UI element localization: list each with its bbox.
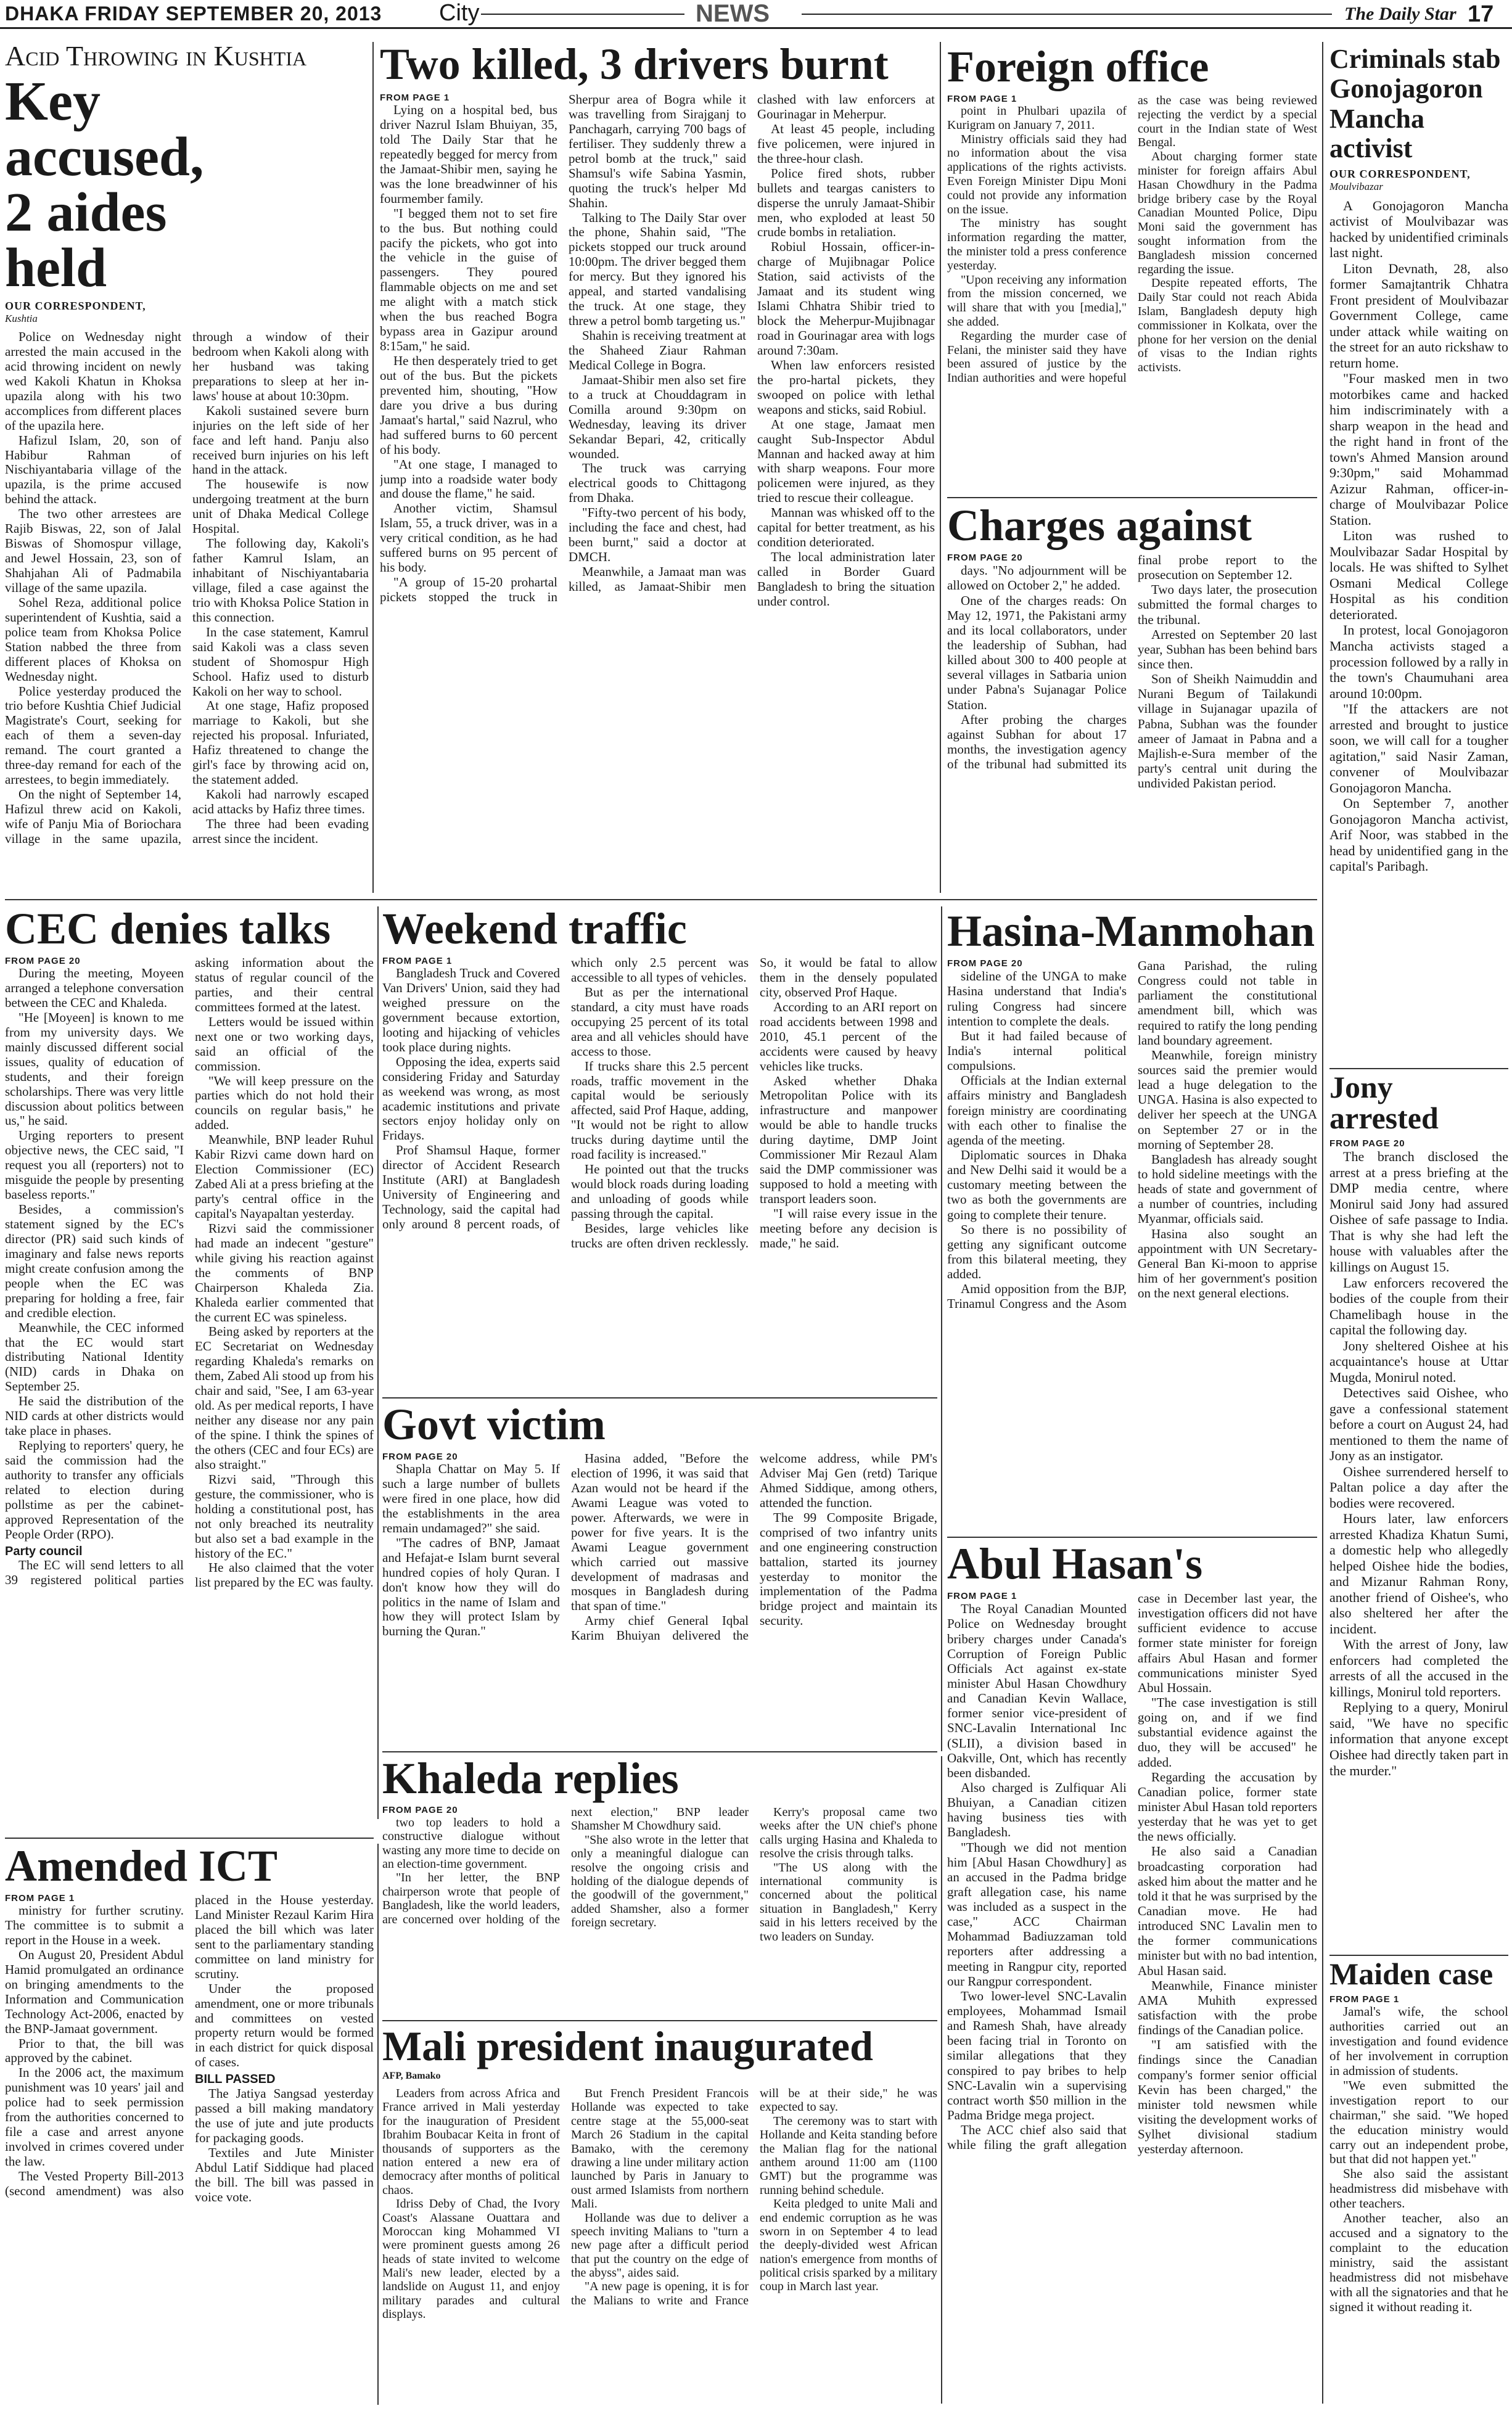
story-headline: Jony arrested: [1329, 1072, 1439, 1135]
story-body: [380, 92, 935, 609]
story-paragraph: But French President Francois Hollande was expected to take centre stage at the 55,000-seat March 26 Stadium in the capital Bamako, with the ceremony drawing a line under military action launched by Paris in January to oust armed Islamists from northern Mali.: [571, 2087, 749, 2211]
story-paragraph: Robiul Hossain, officer-in-charge of Mujibnagar Police Station, said activists of the Jamaat and its student wing Islami Chhatra Shibir tried to block the Meherpur-Mujibnagar road in Gourinagar area with logs around 7:30am.: [757, 239, 935, 358]
story-maiden-case: [1329, 1958, 1508, 2407]
story-paragraph: The Vested Property Bill-2013 (second amendment) was also placed in the House yesterday. Land Minister Rezaul Karim Hira placed the bill which was later sent to the parliamentary standing committee on land ministry for scrutiny.: [5, 1892, 374, 2198]
story-paragraph: Replying to reporters' query, he said the commission had the authority to transfer any officials related to election during pollstime as per the cabinet-approved Representation of the People Order (RPO).: [5, 1438, 184, 1542]
story-paragraph: "In her letter, the BNP chairperson wrote that people of Bangladesh, like the world leaders, are concerned over holding of the next election," BNP leader Shamsher M Chowdhury said.: [382, 1805, 749, 1926]
story-paragraph: Asked whether Dhaka Metropolitan Police with its infrastructure and manpower would be able to handle trucks during daytime, DMP Joint Commissioner Mir Rezaul Alam said the DMP commissioner was supposed to hold a meeting with transport leaders soon.: [760, 1073, 937, 1206]
story-body: [947, 1591, 1317, 2156]
story-paragraph: "We even submitted the investigation report to our chairman," she said. "We hoped the education ministry would carry out an independent probe, but that did not happen yet.": [1329, 2077, 1508, 2167]
story-weekend-traffic: [382, 906, 937, 1394]
story-paragraph: On the night of September 14, Hafizul threw acid on Kakoli, wife of Panju Mia of Boriochara village in the same upazila, through a window of their bedroom when Kakoli along with her husband was taking preparations to sleep at her in-laws' house at about 10:30pm.: [5, 329, 369, 846]
story-paragraph: But as per the international standard, a city must have roads occupying 25 percent of its total area and all vehicles should have access to those.: [571, 984, 749, 1059]
section-rule: [382, 1397, 937, 1399]
story-paragraph: Prior to that, the bill was approved by the cabinet.: [5, 2035, 184, 2066]
column-rule: [941, 1756, 942, 2404]
story-headline: Weekend traffic: [382, 906, 687, 953]
story-paragraph: Hasina added, "Before the election of 1996, it was said that Azan would not be heard if the Awami League was voted to power. Afterwards, we were in power for five years. It is the Awami League government which carried out massive development of madrasas and mosques in Bangladesh during that span of time.": [571, 1451, 749, 1614]
story-headline: Two killed, 3 drivers burnt: [380, 42, 889, 89]
story-paragraph: Arrested on September 20 last year, Subhan has been behind bars since then.: [1138, 626, 1317, 672]
story-paragraph: So there is no possibility of getting any significant outcome from this bilateral meeting, they added.: [947, 1222, 1127, 1282]
story-mali-president: [382, 2025, 937, 2407]
story-paragraph: Shapla Chattar on May 5. If such a large number of bullets were fired in one place, how did the establishments in the area remain undamaged?" she said.: [382, 1461, 560, 1535]
story-paragraph: Army chief General Iqbal Karim Bhuiyan delivered the welcome address, while PM's Adviser Maj Gen (retd) Tarique Ahmed Siddique, among others, attended the function.: [571, 1451, 937, 1643]
story-paragraph: "Upon receiving any information from the mission concerned, we will share that with you [media]," she added.: [947, 273, 1127, 329]
story-paragraph: The Royal Canadian Mounted Police on Wednesday brought bribery charges under Canada's Corruption of Foreign Public Officials Act against ex-state minister Abul Hasan Chowdhury and Canadian Kevin Wallace, former senior vice-president of SNC-Lavalin International Inc (SLII), a division based in Oakville, Ont, which has recently been disbanded.: [947, 1601, 1127, 1780]
story-headline: Maiden case: [1329, 1958, 1494, 1991]
story-paragraph: Letters would be issued within next one or two working days, said an official of the commission.: [195, 1014, 374, 1074]
story-govt-victim: [382, 1402, 937, 1748]
story-paragraph: Liton was rushed to Moulvibazar Sadar Hospital by locals. He was shifted to Sylhet Osmani Medical College Hospital as his condition deteriorated.: [1329, 528, 1508, 622]
story-paragraph: "Four masked men in two motorbikes came and hacked him indiscriminately with a sharp weapon in the head and the right hand in front of the town's Ahmed Mansion around 9:30pm," said Mohammad Azizur Rahman, officer-in-charge of Moulvibazar Police Station.: [1329, 371, 1508, 528]
story-headline: Charges against: [947, 503, 1252, 550]
section-rule: [1329, 1955, 1508, 1956]
story-paragraph: "I am satisfied with the findings since the Canadian company's former senior official Kevin has been charged," the minister told newsmen while visiting the development works of Sylhet divisional stadium yesterday afternoon.: [1138, 2037, 1317, 2157]
story-paragraph: Meanwhile, Finance minister AMA Muhith expressed satisfaction with the probe findings of the Canadian police.: [1138, 1978, 1317, 2038]
section-rule: [382, 1751, 937, 1752]
story-paragraph: Being asked by reporters at the EC Secretariat on Wednesday regarding Khaleda's remarks on them, Zabed Ali stood up from his chair and said, "See, I am 63-year old. As per medical reports, I have neither any disease nor any pain of the spine. I think the spines of the others (CEC and four ECs) are also straight.": [195, 1324, 374, 1472]
story-paragraph: Bangladesh Truck and Covered Van Drivers' Union, said they had weighed pressure on the government because extortion, looting and hijacking of vehicles took place during nights.: [382, 966, 560, 1054]
story-paragraph: Meanwhile, a Jamaat man was killed, as Jamaat-Shibir men clashed with law enforcers at Gourinagar in Meherpur.: [569, 92, 935, 594]
story-paragraph: Besides, a commission's statement signed by the EC's director (PR) said such kinds of imaginary and false news reports might create confusion among the people when the EC was preparing for holding a free, fair and credible election.: [5, 1202, 184, 1320]
story-paragraph: sideline of the UNGA to make Hasina understand that India's ruling Congress had sincere intention to complete the deals.: [947, 969, 1127, 1029]
column-rule: [372, 42, 374, 893]
continuation-label: FROM PAGE 20: [5, 956, 81, 966]
story-paragraph: During the meeting, Moyeen arranged a telephone conversation between the CEC and Khaleda.: [5, 966, 184, 1010]
story-body: [382, 1805, 937, 1944]
story-headline: CEC denies talks: [5, 906, 331, 953]
continuation-label: FROM PAGE 1: [947, 1591, 1017, 1601]
story-byline: AFP, Bamako: [382, 2071, 441, 2081]
story-paragraph: Textiles and Jute Minister Abdul Latif Siddique had placed the bill. The bill was passed in voice vote.: [195, 2145, 374, 2204]
column-rule: [941, 906, 942, 1751]
story-paragraph: Lying on a hospital bed, bus driver Nazrul Islam Bhuiyan, 35, told The Daily Star that he repeatedly begged for mercy from the Jamaat-Shibir men, saying he was the lone breadwinner of his fourmember family.: [380, 102, 557, 206]
story-paragraph: Hollande was due to deliver a speech inviting Malians to "turn a new page after a difficult period that put the country on the edge of the abyss", aides said.: [571, 2211, 749, 2280]
story-paragraph: Meanwhile, BNP leader Ruhul Kabir Rizvi came down hard on Election Commissioner (EC) Zabed Ali at a press briefing at the party's central office in the capital's Nayapaltan yesterday.: [195, 1132, 374, 1221]
column-rule: [940, 42, 941, 893]
story-paragraph: Meanwhile, foreign ministry sources said the premier would lead a huge delegation to the UNGA. Hasina is also expected to deliver her speech at the UNGA on September 27 or in the morning of September 28.: [1138, 1047, 1317, 1152]
story-kicker: Acid Throwing in Kushtia: [5, 42, 307, 72]
story-hasina-manmohan: [947, 909, 1317, 1532]
story-paragraph: Jony sheltered Oishee at his acquaintance's house at Uttar Mugda, Monirul noted.: [1329, 1337, 1508, 1385]
story-body: [5, 1893, 374, 2205]
story-paragraph: The EC will send letters to all 39 registered political parties asking information about the status of regular council of the parties, and their central committees formed at the latest.: [5, 955, 374, 1588]
story-headline: Mali president inaugurated: [382, 2025, 873, 2069]
story-paragraph: She also said the assistant headmistress did misbehave with other teachers.: [1329, 2166, 1508, 2211]
story-paragraph: Keita pledged to unite Mali and end endemic corruption as he was sworn in on September 4 to lead the deeply-divided west African nation's emergence from months of political crisis sparked by a military coup in March last year.: [760, 2197, 937, 2294]
story-paragraph: Sohel Reza, additional police superintendent of Kushtia, said a police team from Khoksa Police Station nabbed the three from different places of Khoksa on Wednesday night.: [5, 594, 181, 684]
story-khaleda-replies: [382, 1756, 937, 2015]
story-headline: Criminals stab Gonojagoron Mancha activist: [1329, 44, 1501, 164]
story-paragraph: days. "No adjournment will be allowed on October 2," he added.: [947, 563, 1127, 593]
story-body: [382, 956, 937, 1251]
story-paragraph: Hours later, law enforcers arrested Khadiza Khatun Sumi, a domestic help who allegedly helped Oishee hide the bodies, and Mizanur Rahman Rony, another friend of Oishee's, who also sheltered her after the incident.: [1329, 1511, 1508, 1637]
page-number: 17: [1468, 1, 1494, 27]
story-source: Kushtia: [5, 313, 38, 324]
story-paragraph: "The case investigation is still going on, and if we find substantial evidence against the duo, they will be accused" he added.: [1138, 1694, 1317, 1770]
story-paragraph: Idriss Deby of Chad, the Ivory Coast's Alassane Ouattara and Moroccan king Mohammed VI were prominent guests among 26 heads of state invited to welcome Mali's new leader, elected by a landslide on August 11, and enjoy military parades and cultural displays.: [382, 2197, 560, 2322]
story-paragraph: "I begged them not to set fire to the bus. But nothing could pacify the pickets, who got into the vehicle in the guise of passengers. They poured flammable objects on me and set me alight with a match stick when the bus reached Bogra bypass area in Gazipur around 8:15am," he said.: [380, 205, 557, 354]
story-paragraph: Prof Shamsul Haque, former director of Accident Research Institute (ARI) at Bangladesh University of Engineering and Technology, said the capital had only around 8 percent roads, of which only 2.5 percent was accessible to all types of vehicles.: [382, 955, 749, 1232]
story-paragraph: Law enforcers recovered the bodies of the couple from their Chamelibagh house in the capital the following day.: [1329, 1275, 1508, 1338]
story-byline: OUR CORRESPONDENT,: [5, 300, 146, 312]
story-paragraph: "I will raise every issue in the meeting before any decision is made," he said.: [760, 1206, 937, 1251]
story-paragraph: Rizvi said the commissioner had made an indecent "gesture" while giving his reaction against the comments of BNP Chairperson Khaleda Zia. Khaleda earlier commented that the current EC was spineless.: [195, 1220, 374, 1325]
story-subhead: Party council: [5, 1544, 83, 1558]
story-paragraph: Police yesterday produced the trio before Kushtia Chief Judicial Magistrate's Court, seeking for each of them a seven-day remand. The court granted a three-day remand for each of the arrestees, to begin immediately.: [5, 683, 181, 787]
story-paragraph: After probing the charges against Subhan for about 17 months, the investigation agency of the tribunal had submitted its final probe report to the prosecution on September 12.: [947, 552, 1317, 772]
story-paragraph: "A group of 15-20 prohartal pickets stopped the truck in Sherpur area of Bogra while it was travelling from Sirajganj to Panchagarh, carrying 700 bags of fertiliser. They suddenly threw a petrol bomb at the truck," said Shamsul's wife Sabina Yasmin, quoting the truck's helper Md Shahin.: [380, 92, 746, 605]
story-paragraph: Urging reporters to present objective news, the CEC said, "I request you all (reporters) not to misguide the people by presenting baseless reports.": [5, 1128, 184, 1202]
story-paragraph: When law enforcers resisted the pro-hartal pickets, they swooped on police with lethal weapons and sticks, said Robiul.: [757, 357, 935, 417]
story-body: [1329, 1994, 1508, 2315]
story-paragraph: "If the attackers are not arrested and brought to justice soon, we will call for a tougher agitation," said Nasir Zaman, convener of Moulvibazar Gonojagoron Mancha.: [1329, 701, 1508, 795]
continuation-label: FROM PAGE 1: [1329, 1994, 1400, 2005]
story-paragraph: Replying to a query, Monirul said, "We have no specific information that anyone except Oishee had directly taken part in the murder.": [1329, 1699, 1508, 1778]
story-paragraph: At least 45 people, including five policemen, were injured in the three-hour clash.: [757, 121, 935, 166]
story-paragraph: Bangladesh has already sought to hold sideline meetings with the heads of state and government of a number of countries, including Myanmar, officials said.: [1138, 1151, 1317, 1226]
story-charges-against: [947, 503, 1317, 898]
category-label: NEWS: [696, 0, 770, 27]
story-paragraph: point in Phulbari upazila of Kurigram on January 7, 2011.: [947, 104, 1127, 132]
story-paragraph: The ceremony was to start with Hollande and Keita standing before the Malian flag for the national anthem around 11:00 am (1100 GMT) but the programme was running behind schedule.: [760, 2114, 937, 2197]
story-headline: Govt victim: [382, 1402, 606, 1449]
story-paragraph: Two lower-level SNC-Lavalin employees, Mohammad Ismail and Ramesh Shah, have already been facing trial in Toronto on similar allegations that they conspired to pay bribes to help SNC-Lavalin win a supervising contract worth $50 million in the Padma Bridge mega project.: [947, 1988, 1127, 2123]
section-rule: [947, 1537, 1317, 1538]
story-paragraph: Police on Wednesday night arrested the main accused in the acid throwing incident on newly wed Kakoli Khatun in Khoksa upazila along with his two accomplices from different places of the upazila here.: [5, 329, 181, 433]
story-paragraph: But it had failed because of India's internal political compulsions.: [947, 1028, 1127, 1074]
story-paragraph: Jamaat-Shibir men also set fire to a truck at Chouddagram in Comilla around 9:30pm on Wednesday, leaving its driver Sekandar Bepari, 42, critically wounded.: [569, 372, 746, 461]
story-headline: Khaleda replies: [382, 1756, 679, 1803]
story-paragraph: Despite repeated efforts, The Daily Star could not reach Abida Islam, Bangladesh deputy high commissioner in Kolkata, over the phone for her version on the denial of visas to the Indian rights activists.: [1138, 276, 1317, 375]
story-paragraph: Liton Devnath, 28, also former Samajtantrik Chhatra Front president of Moulvibazar Government College, came under attack while waiting on the street for an auto rickshaw to return home.: [1329, 260, 1508, 371]
story-paragraph: "She also wrote in the letter that only a meaningful dialogue can resolve the ongoing crisis and holding of the dialogue depends of the goodwill of the government," added Shamsher, also a former foreign secretary.: [571, 1833, 749, 1930]
story-byline: OUR CORRESPONDENT,: [1329, 167, 1471, 180]
continuation-label: FROM PAGE 20: [947, 958, 1023, 969]
story-paragraph: Meanwhile, the CEC informed that the EC would start distributing National Identity (NID) cards in Dhaka on September 25.: [5, 1320, 184, 1394]
story-paragraph: Besides, large vehicles like trucks are often driven recklessly. So, it would be fatal to allow them in the densely populated city, observed Prof Haque.: [571, 955, 937, 1251]
continuation-label: FROM PAGE 1: [947, 94, 1017, 104]
story-paragraph: Detectives said Oishee, who gave a confessional statement before a court on August 24, had mentioned to them the name of Jony as an instigator.: [1329, 1385, 1508, 1464]
story-acid-throwing: [5, 42, 369, 893]
story-paragraph: Leaders from across Africa and France arrived in Mali yesterday for the inauguration of President Ibrahim Boubacar Keita in front of thousands of supporters as the nation entered a new era of democracy after months of political chaos.: [382, 2087, 560, 2197]
story-paragraph: Under the proposed amendment, one or more tribunals and committees on vested property return would be formed in each district for quick disposal of cases.: [195, 1981, 374, 2070]
story-paragraph: Oishee surrendered herself to Paltan police a day after the bodies were recovered.: [1329, 1463, 1508, 1511]
continuation-label: FROM PAGE 1: [380, 92, 450, 103]
story-headline: Hasina-Manmohan: [947, 909, 1315, 956]
story-body: [1329, 198, 1508, 874]
story-paragraph: The truck was carrying electrical goods to Chittagong from Dhaka.: [569, 461, 746, 506]
story-paragraph: Kakoli had narrowly escaped acid attacks by Hafiz three times.: [192, 787, 369, 816]
story-paragraph: The following day, Kakoli's father Kamrul Islam, an inhabitant of Nischiyantabaria village, filed a case against the trio with Khoksa Police Station in this connection.: [192, 536, 369, 625]
story-two-killed: [380, 42, 935, 893]
story-paragraph: Regarding the murder case of Felani, the minister said they have been assured of justice by the Indian authorities and were hopeful as the case was being reviewed rejecting the verdict by a special court in the Indian state of West Bengal.: [947, 94, 1317, 385]
story-paragraph: "Though we did not mention him [Abul Hasan Chowdhury] as an accused in the Padma bridge graft allegation case, his name was included as a suspect in the case," ACC Chairman Mohammad Badiuzzaman told reporters after addressing a meeting in Rangpur city, reported our Rangpur correspondent.: [947, 1839, 1127, 1989]
column-rule: [377, 906, 379, 1819]
story-paragraph: If trucks share this 2.5 percent roads, traffic movement in the capital would be seriously affected, said Prof Haque, adding, "It would not be right to allow trucks during daytime until the road facility is increased.": [571, 1058, 749, 1162]
story-paragraph: Shahin is receiving treatment at the Shaheed Ziaur Rahman Medical College in Bogra.: [569, 328, 746, 372]
story-headline: Amended ICT: [5, 1844, 278, 1891]
story-subhead: BILL PASSED: [195, 2072, 276, 2087]
story-paragraph: In the 2006 act, the maximum punishment was 10 years' jail and police had to seek permission from the authorities concerned to file a case and arrest anyone involved in crimes covered under the law.: [5, 2065, 184, 2169]
story-body: [947, 94, 1317, 385]
story-paragraph: Amid opposition from the BJP, Trinamul Congress and the Asom Gana Parishad, the ruling Congress could not table in parliament the constitutional amendment bill, which was required to ratify the long pending land boundary agreement.: [947, 958, 1317, 1312]
story-paragraph: "Fifty-two percent of his body, including the face and chest, had been burnt," said a doctor at DMCH.: [569, 505, 746, 565]
story-paragraph: One of the charges reads: On May 12, 1971, the Pakistani army and its local collaborators, under the leadership of Subhan, had killed about 300 to 400 people at several villages in Satbaria union under Pabna's Sujanagar Police Station.: [947, 593, 1127, 712]
story-body: [947, 552, 1317, 791]
story-headline: Foreign office: [947, 44, 1209, 91]
story-paragraph: Kerry's proposal came two weeks after the UN chief's phone calls urging Hasina and Khaleda to resolve the crisis through talks.: [760, 1805, 937, 1861]
story-paragraph: Another victim, Shamsul Islam, 55, a truck driver, was in a very critical condition, as he had suffered burns on 95 percent of his body.: [380, 501, 557, 575]
story-paragraph: "At one stage, I managed to jump into a roadside water body and douse the flame," he said.: [380, 456, 557, 501]
story-paragraph: The housewife is now undergoing treatment at the burn unit of Dhaka Medical College Hospital.: [192, 477, 369, 536]
story-paragraph: Mannan was whisked off to the capital for better treatment, as his condition deteriorated.: [757, 505, 935, 550]
story-paragraph: Two days later, the prosecution submitted the formal charges to the tribunal.: [1138, 582, 1317, 627]
story-paragraph: ministry for further scrutiny. The committee is to submit a report in the House in a week.: [5, 1903, 184, 1947]
story-paragraph: "A new page is opening, it is for the Malians to write and France will be at their side," he was expected to say.: [571, 2087, 937, 2307]
section-rule: [382, 2020, 937, 2021]
story-paragraph: Hasina also sought an appointment with UN Secretary-General Ban Ki-moon to apprise him of her government's position on the next general elections.: [1138, 1226, 1317, 1301]
story-paragraph: He then desperately tried to get out of the bus. But the pickets prevented him, shouting, "How dare you drive a bus during Jamaat's hartal," said Nazrul, who had suffered burns to 60 percent of his body.: [380, 353, 557, 457]
story-paragraph: The ACC chief also said that while filing the graft allegation case in December last year, the investigation officers did not have sufficient evidence to accuse former state minister for foreign affairs Abul Hasan and former communications minister Syed Abul Hossain.: [947, 1591, 1317, 2153]
continuation-label: FROM PAGE 20: [382, 1452, 458, 1462]
column-rule: [377, 1844, 379, 2405]
story-paragraph: Also charged is Zulfiquar Ali Bhuiyan, a Canadian citizen having business ties with Bangladesh.: [947, 1780, 1127, 1840]
section-rule: [1329, 1068, 1508, 1069]
continuation-label: FROM PAGE 20: [382, 1805, 458, 1815]
story-paragraph: The branch disclosed the arrest at a press briefing at the DMP media centre, where Monirul said Jony had assured Oishee of safe passage to India. That is why she had left the house with valuables after the killings on August 15.: [1329, 1149, 1508, 1275]
story-headline: Key accused, 2 aides held: [5, 71, 204, 298]
story-paragraph: Opposing the idea, experts said considering Friday and Saturday as weekend was wrong, as most academic institutions and private sectors enjoy holiday only on Fridays.: [382, 1054, 560, 1143]
story-paragraph: Diplomatic sources in Dhaka and New Delhi said it would be a customary meeting between the two as both the governments are going to complete their tenure.: [947, 1147, 1127, 1222]
story-jony-arrested: [1329, 1072, 1508, 1953]
section-rule: [5, 899, 1317, 900]
story-paragraph: Officials at the Indian external affairs ministry and Bangladesh foreign ministry are coordinating with each other to finalise the agenda of the meeting.: [947, 1073, 1127, 1148]
story-paragraph: The three had been evading arrest since the incident.: [192, 816, 369, 846]
story-paragraph: Talking to The Daily Star over the phone, Shahin said, "The pickets stopped our truck around 10:00pm. The driver begged them for mercy. But they ignored his appeal, and started vandalising the truck. At one stage, they threw a petrol bomb targeting us.": [569, 210, 746, 329]
story-paragraph: Another teacher, also an accused and a signatory to the complaint to the education ministry, said the assistant headmistress did not misbehave with all the signatories and that he signed it without reading it.: [1329, 2211, 1508, 2314]
story-abul-hasan: [947, 1542, 1317, 2405]
section-rule: [5, 1838, 374, 1839]
story-paragraph: He said the distribution of the NID cards at other districts would take place in phases.: [5, 1394, 184, 1439]
story-paragraph: With the arrest of Jony, law enforcers had completed the arrests of all the accused in the killings, Monirul told reporters.: [1329, 1637, 1508, 1699]
story-paragraph: Jamal's wife, the school authorities carried out an investigation and found evidence of her involvement in corruption in admission of students.: [1329, 2004, 1508, 2078]
page-header: [0, 0, 1512, 29]
story-paragraph: The two other arrestees are Rajib Biswas, 22, son of Jalal Biswas of Shomospur village, and Jewel Hossain, 23, son of Shahjahan Ali of Padmabila village of the same upazila.: [5, 506, 181, 595]
header-rule: [802, 14, 1332, 15]
story-paragraph: A Gonojagoron Mancha activist of Moulvibazar was hacked by unidentified criminals last night.: [1329, 197, 1508, 261]
story-cec-denies-talks: [5, 906, 374, 1831]
story-amended-ict: [5, 1844, 374, 2405]
story-body: [5, 330, 369, 847]
story-paragraph: Kakoli sustained severe burn injuries on the left side of her face and left hand. Panju also received burn injuries on his left hand in the attack.: [192, 403, 369, 477]
continuation-label: FROM PAGE 1: [5, 1893, 75, 1904]
story-body: [5, 956, 374, 1590]
continuation-label: FROM PAGE 20: [1329, 1138, 1405, 1149]
story-paragraph: Hafizul Islam, 20, son of Habibur Rahman of Nischiyantabaria village of the upazila, is the prime accused behind the attack.: [5, 432, 181, 507]
story-source: Moulvibazar: [1329, 180, 1383, 192]
story-paragraph: He also said a Canadian broadcasting corporation had asked him about the matter and he told it that he was surprised by the Canadian move. He had introduced SNC Lavalin men to the former communications minister but with no bad intention, Abul Hasan said.: [1138, 1844, 1317, 1978]
story-paragraph: At one stage, Hafiz proposed marriage to Kakoli, but she rejected his proposal. Infuriated, Hafiz threatened to change the girl's face by throwing acid on, the statement added.: [192, 698, 369, 787]
story-paragraph: Rizvi said, "Through this gesture, the commissioner, who is holding a constitutional post, has not only breached its neutrality but also set a bad example in the history of the EC.": [195, 1471, 374, 1561]
story-paragraph: Ministry officials said they had no information about the visa applications of the rights activists. Even Foreign Minister Dipu Moni could not provide any information on the issue.: [947, 132, 1127, 216]
story-body: [947, 958, 1317, 1311]
story-paragraph: About charging former state minister for foreign affairs Abul Hasan Chowdhury in the Padma bridge bribery case by the Royal Canadian Mounted Police, Dipu Moni said the government has sought information from the Bangladesh mission concerned regarding the issue.: [1138, 150, 1317, 276]
section-label: City: [439, 0, 480, 26]
story-paragraph: two top leaders to hold a constructive dialogue without wasting any more time to decide on an election-time government.: [382, 1815, 560, 1871]
story-paragraph: The ministry has sought information regarding the matter, the minister told a press conference yesterday.: [947, 216, 1127, 273]
story-headline: Abul Hasan's: [947, 1542, 1203, 1588]
story-paragraph: The local administration later called in Border Guard Bangladesh to bring the situation under control.: [757, 549, 935, 609]
story-body: [382, 1452, 937, 1643]
story-paragraph: According to an ARI report on road accidents between 1998 and 2010, 45.1 percent of the accidents were caused by heavy vehicles like trucks.: [760, 999, 937, 1074]
story-paragraph: On September 7, another Gonojagoron Mancha activist, Arif Noor, was stabbed in the head by unidentified gang in the capital's Paribagh.: [1329, 795, 1508, 874]
story-paragraph: Regarding the accusation by Canadian police, former state minister Abul Hasan told reporters yesterday that he was yet to get the news officially.: [1138, 1769, 1317, 1844]
masthead-logo: The Daily Star: [1344, 4, 1457, 24]
story-body: [382, 2087, 937, 2322]
section-rule: [947, 497, 1317, 498]
story-paragraph: "The US along with the international community is concerned about the political situation in Bangladesh," Kerry said in his letters received by the two leaders on Sunday.: [760, 1860, 937, 1944]
story-paragraph: On August 20, President Abdul Hamid promulgated an ordinance on bringing amendments to the Information and Communication Technology Act-2006, enacted by the BNP-Jamaat government.: [5, 1947, 184, 2036]
column-rule: [1322, 42, 1323, 2404]
header-rule: [481, 14, 684, 15]
story-paragraph: "The cadres of BNP, Jamaat and Hefajat-e Islam burnt several hundred copies of holy Quran. I don't know how they will do politics in the name of Islam and how they will protect Islam by burning the Quran.": [382, 1535, 560, 1639]
story-paragraph: The 99 Composite Brigade, comprised of two infantry units and one engineering construction battalion, started its journey yesterday to monitor the implementation of the Padma bridge project and maintain its security.: [760, 1509, 937, 1629]
story-paragraph: Police fired shots, rubber bullets and teargas canisters to disperse the unruly Jamaat-Shibir men, who exploded at least 50 crude bombs in retaliation.: [757, 165, 935, 240]
continuation-label: FROM PAGE 1: [382, 956, 453, 966]
story-paragraph: He pointed out that the trucks would block roads during loading and unloading of goods while passing through the capital.: [571, 1162, 749, 1221]
story-paragraph: Son of Sheikh Naimuddin and Nurani Begum of Tailakundi village in Sujanagar upazila of Pabna, Subhan was the founder ameer of Jamaat in Pabna and a Majlish-e-Sura member of the party's central unit during the undivided Pakistan period.: [1138, 672, 1317, 791]
continuation-label: FROM PAGE 20: [947, 552, 1023, 563]
dateline: DHAKA FRIDAY SEPTEMBER 20, 2013: [5, 2, 382, 25]
story-paragraph: He also claimed that the voter list prepared by the EC was faulty.: [195, 1560, 374, 1590]
story-paragraph: The Jatiya Sangsad yesterday passed a bill making mandatory the use of jute and jute products for packaging goods.: [195, 2086, 374, 2145]
story-paragraph: In the case statement, Kamrul said Kakoli was a class seven student of Shomospur High School. Hafiz used to disturb Kakoli on her way to school.: [192, 624, 369, 699]
story-paragraph: In protest, local Gonojagoron Mancha activists staged a procession followed by a rally in the town's Chaumuhani area around 10:00pm.: [1329, 622, 1508, 701]
story-paragraph: At one stage, Jamaat men caught Sub-Inspector Abdul Mannan and hacked away at him with sharp weapons. Four more policemen were injured, as they tried to rescue their colleague.: [757, 416, 935, 506]
story-foreign-office: [947, 44, 1317, 476]
story-body: [1329, 1138, 1508, 1778]
story-paragraph: "We will keep pressure on the parties which do not hold their councils on regular basis," he added.: [195, 1073, 374, 1133]
story-criminals-stab: [1329, 44, 1508, 1068]
story-paragraph: "He [Moyeen] is known to me from my university days. We mainly discussed different social issues, quality of education of students, and their foreign scholarships. There was very little discussion about politics between us," he said.: [5, 1009, 184, 1128]
